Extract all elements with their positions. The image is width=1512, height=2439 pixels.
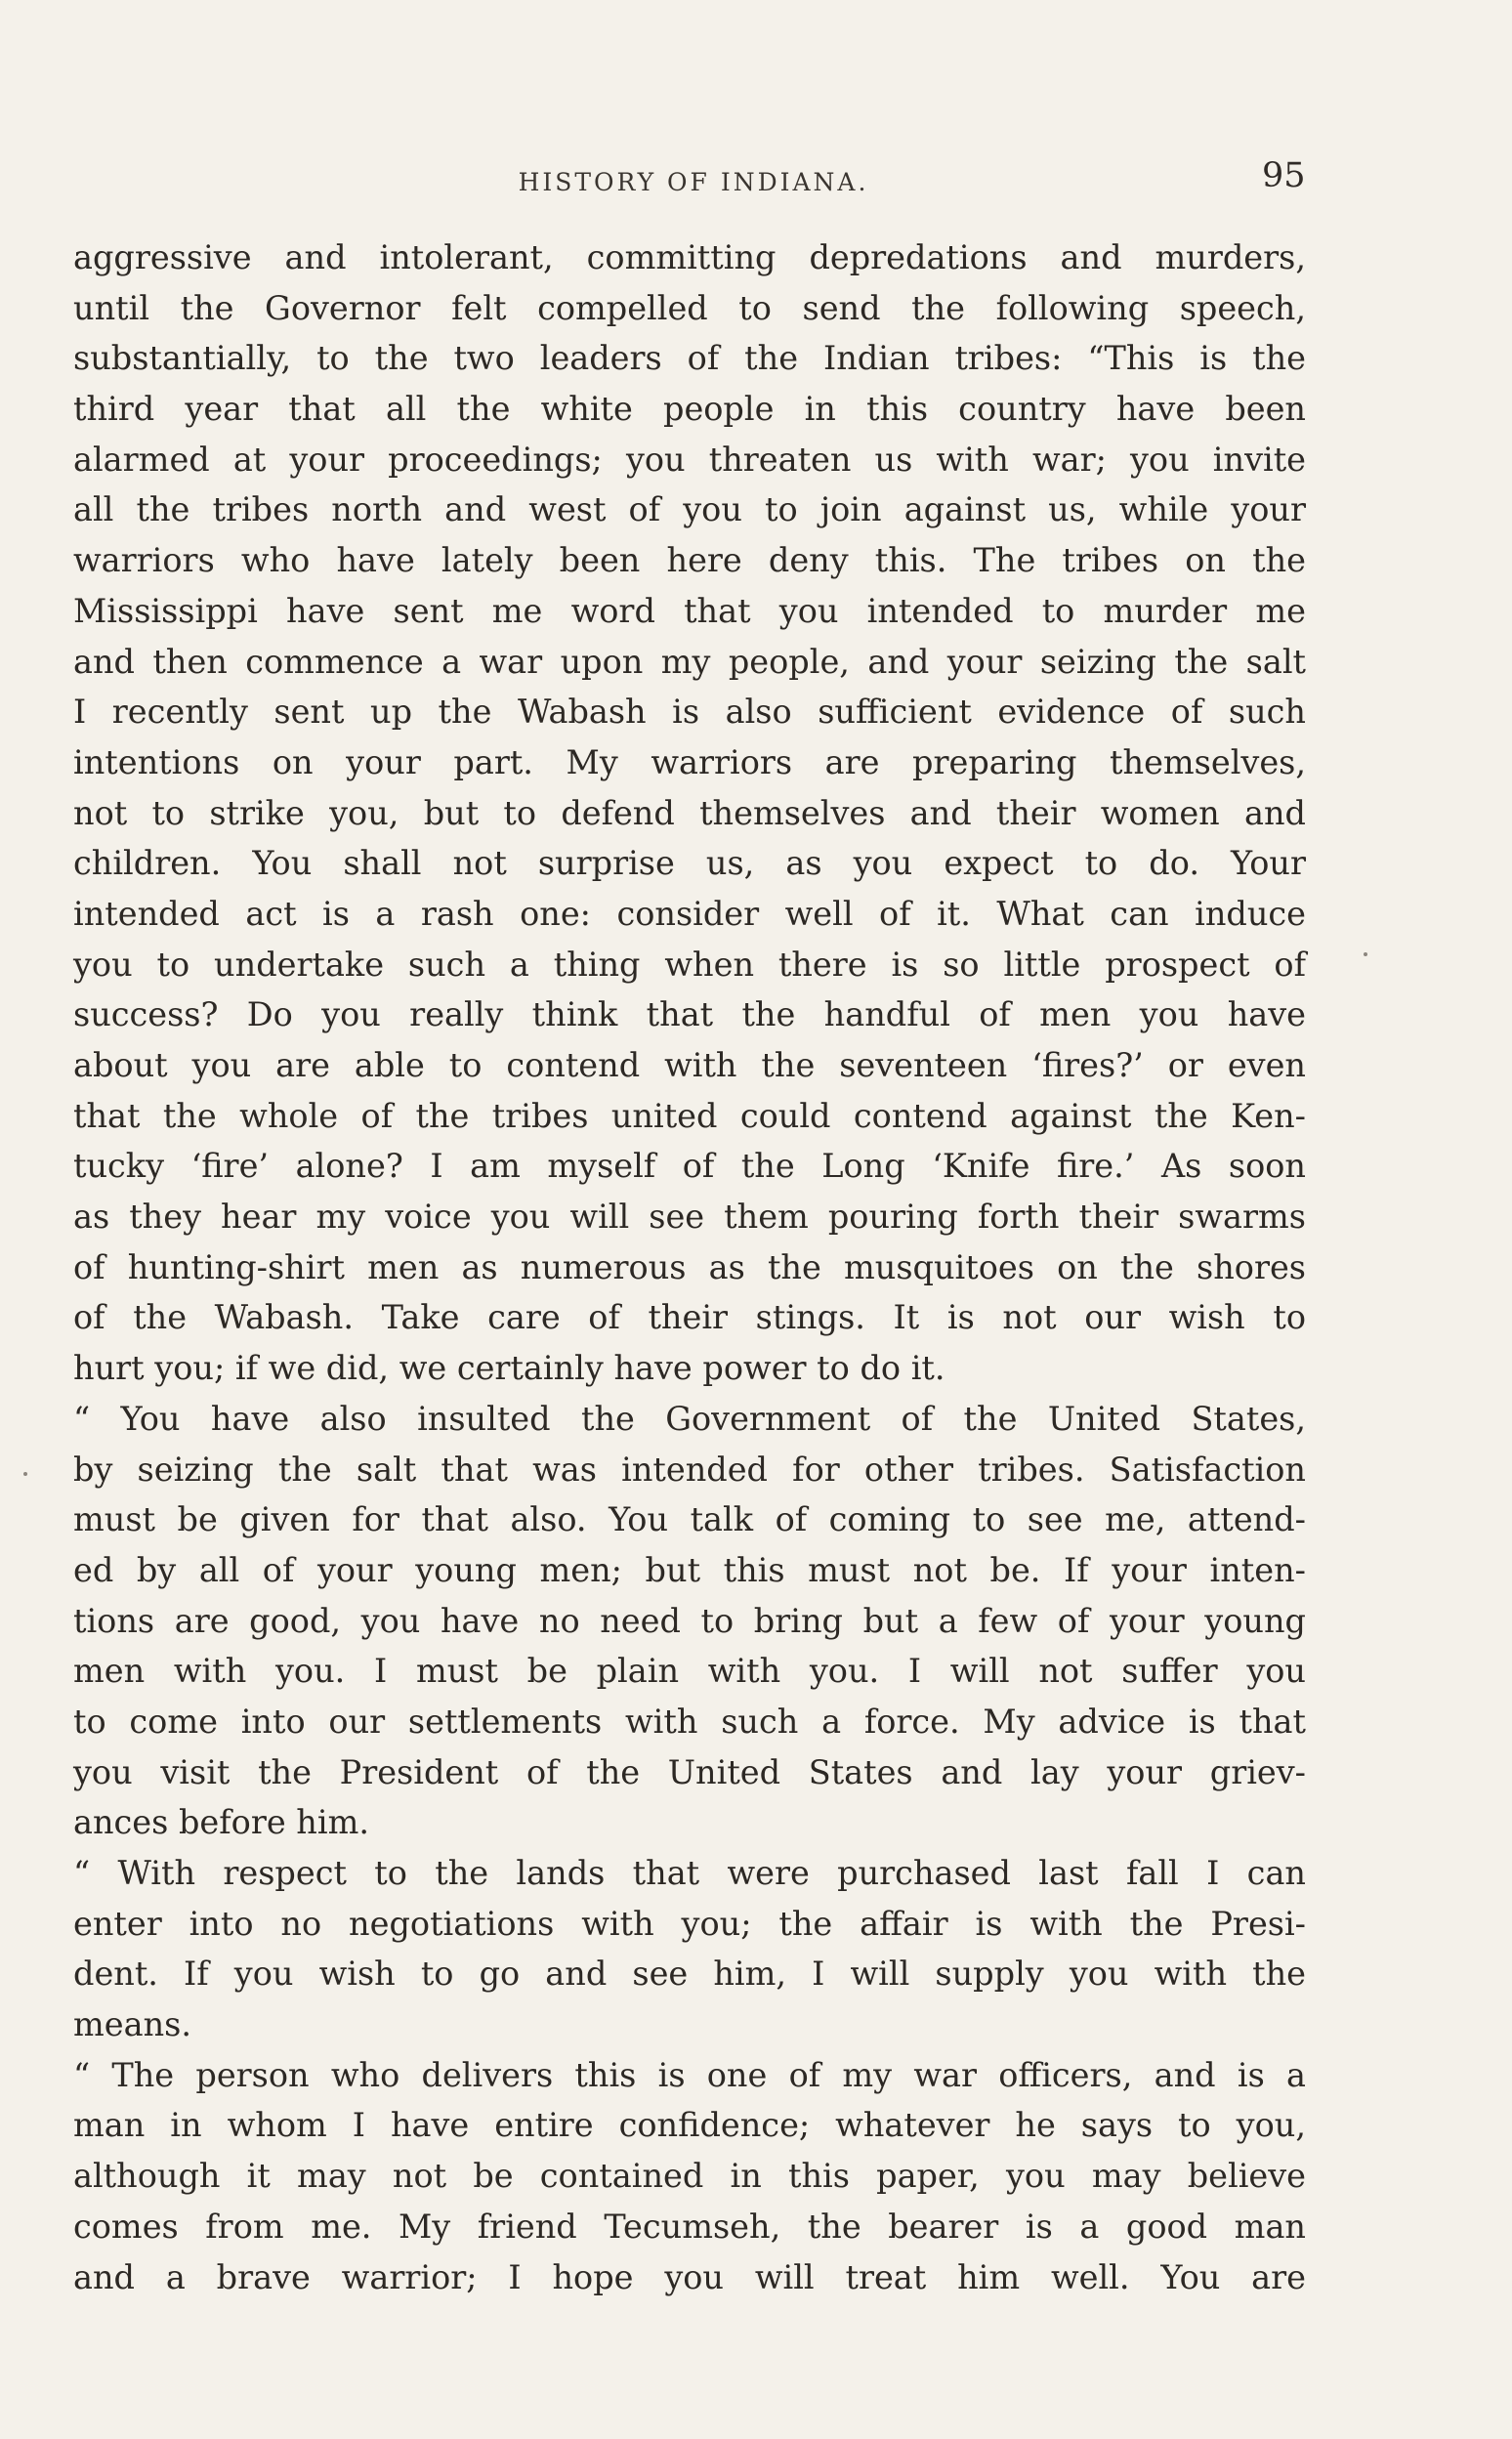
- margin-speck: [23, 1472, 27, 1476]
- text-line: you to undertake such a thing when there is so little prospect of: [73, 945, 1306, 984]
- text-line: substantially, to the two leaders of the Indian tribes: “This is the: [73, 339, 1306, 378]
- text-line: “ With respect to the lands that were purchased last fall I can: [73, 1854, 1306, 1892]
- text-line: warriors who have lately been here deny this. The tribes on the: [73, 541, 1306, 580]
- text-line: means.: [73, 2005, 191, 2044]
- text-line: although it may not be contained in this paper, you may believe: [73, 2157, 1306, 2196]
- text-line: about you are able to contend with the seventeen ‘fires?’ or even: [73, 1046, 1306, 1084]
- text-line: alarmed at your proceedings; you threaten us with war; you invite: [73, 440, 1306, 479]
- page-number: 95: [1262, 156, 1306, 195]
- text-line: children. You shall not surprise us, as you expect to do. Your: [73, 844, 1306, 883]
- text-line: ed by all of your young men; but this must not be. If your inten-: [73, 1550, 1306, 1589]
- text-line: enter into no negotiations with you; the affair is with the Presi-: [73, 1904, 1306, 1943]
- text-line: until the Governor felt compelled to send the following speech,: [73, 288, 1306, 327]
- text-line: as they hear my voice you will see them pouring forth their swarms: [73, 1198, 1306, 1237]
- running-head: [0, 156, 1512, 205]
- text-line: dent. If you wish to go and see him, I will supply you with the: [73, 1955, 1306, 1994]
- text-line: ances before him.: [73, 1803, 370, 1842]
- text-line: not to strike you, but to defend themselves and their women and: [73, 793, 1306, 832]
- text-line: “ The person who delivers this is one of my war officers, and is a: [73, 2055, 1306, 2094]
- text-line: hurt you; if we did, we certainly have power to do it.: [73, 1349, 945, 1388]
- text-line: of the Wabash. Take care of their stings. It is not our wish to: [73, 1298, 1306, 1337]
- text-line: tucky ‘fire’ alone? I am myself of the Long ‘Knife fire.’ As soon: [73, 1147, 1306, 1186]
- text-line: aggressive and intolerant, committing depredations and murders,: [73, 238, 1306, 276]
- text-line: and a brave warrior; I hope you will treat him well. You are: [73, 2257, 1306, 2296]
- text-line: comes from me. My friend Tecumseh, the bearer is a good man: [73, 2207, 1306, 2246]
- body-text: [73, 232, 1306, 2302]
- text-line: men with you. I must be plain with you. I will not suffer you: [73, 1652, 1306, 1691]
- margin-speck: [1364, 952, 1367, 956]
- text-line: of hunting-shirt men as numerous as the musquitoes on the shores: [73, 1247, 1306, 1286]
- text-line: tions are good, you have no need to bring but a few of your young: [73, 1601, 1306, 1640]
- text-line: must be given for that also. You talk of coming to see me, attend-: [73, 1500, 1306, 1539]
- text-line: and then commence a war upon my people, and your seizing the salt: [73, 642, 1306, 681]
- text-line: success? Do you really think that the handful of men you have: [73, 995, 1306, 1034]
- text-line: Mississippi have sent me word that you intended to murder me: [73, 591, 1306, 630]
- text-line: third year that all the white people in this country have been: [73, 390, 1306, 429]
- text-line: that the whole of the tribes united could contend against the Ken-: [73, 1096, 1306, 1135]
- text-line: by seizing the salt that was intended for other tribes. Satisfaction: [73, 1450, 1306, 1489]
- text-line: to come into our settlements with such a force. My advice is that: [73, 1702, 1306, 1741]
- text-line: “ You have also insulted the Government of the United States,: [73, 1399, 1306, 1438]
- text-line: all the tribes north and west of you to join against us, while your: [73, 490, 1306, 529]
- text-line: you visit the President of the United States and lay your griev-: [73, 1752, 1306, 1791]
- text-line: man in whom I have entire confidence; whatever he says to you,: [73, 2106, 1306, 2145]
- running-title: HISTORY OF INDIANA.: [518, 168, 869, 196]
- text-line: I recently sent up the Wabash is also sufficient evidence of such: [73, 693, 1306, 732]
- text-line: intentions on your part. My warriors are preparing themselves,: [73, 742, 1306, 781]
- text-line: intended act is a rash one: consider well of it. What can induce: [73, 894, 1306, 933]
